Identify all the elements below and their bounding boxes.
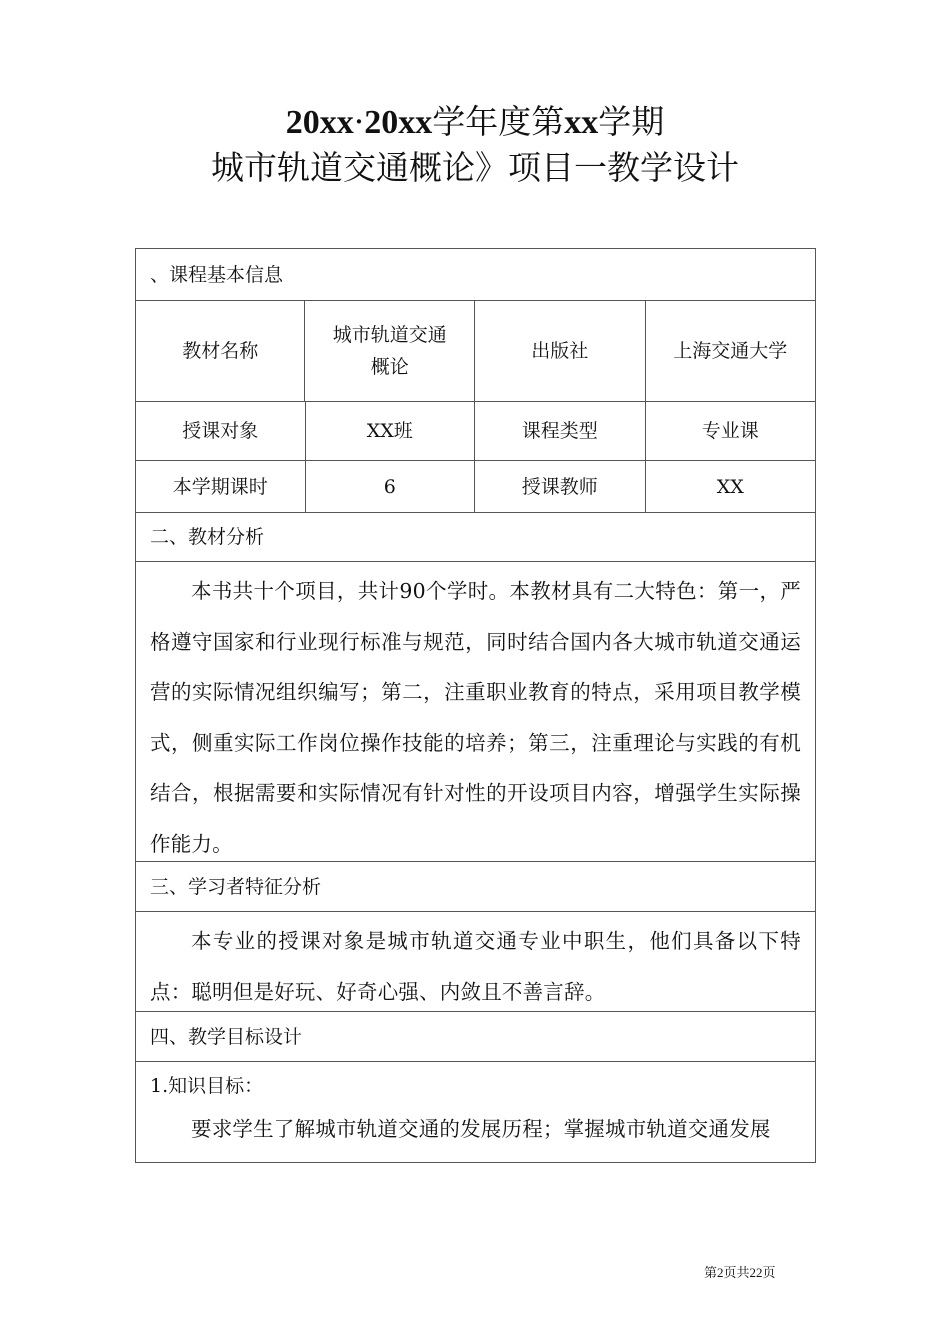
value-course-type: 专业课 [701, 420, 759, 442]
value-teacher: XX [716, 475, 744, 498]
section-header-basic-info: 、课程基本信息 [136, 249, 815, 301]
teaching-goals-body [136, 1062, 815, 1163]
title-mid: 学年度第 [432, 102, 565, 141]
page-number: 第2页共22页 [704, 1265, 776, 1280]
table-row [136, 402, 815, 461]
title-year-a: 20xx [285, 104, 354, 141]
value-semester-hours: 6 [306, 461, 476, 512]
title-end: 学期 [598, 102, 665, 141]
document-title-line1 [0, 100, 950, 145]
value-publisher: 上海交通大学 [673, 340, 788, 362]
document-title-line2: 城市轨道交通概论》项目一教学设计 [211, 148, 739, 187]
value-audience: XX班 [306, 402, 476, 460]
section-header-teaching-goals: 四、教学目标设计 [136, 1012, 815, 1062]
value-textbook-name: 城市轨道交通概论 [305, 301, 475, 401]
section-header-textbook-analysis: 二、教材分析 [136, 513, 815, 562]
label-textbook-name: 教材名称 [136, 301, 305, 401]
label-course-type: 课程类型 [475, 402, 646, 460]
label-audience: 授课对象 [136, 402, 306, 460]
label-semester-hours: 本学期课时 [136, 461, 306, 512]
knowledge-goal-text: 要求学生了解城市轨道交通的发展历程；掌握城市轨道交通发展 [191, 1117, 771, 1141]
section-header-learner-analysis: 三、学习者特征分析 [136, 862, 815, 912]
learner-analysis-body [136, 912, 815, 1012]
table-row [136, 461, 815, 513]
label-publisher: 出版社 [475, 301, 645, 401]
title-dot: · [353, 102, 365, 141]
title-term: xx [564, 104, 599, 141]
label-teacher: 授课教师 [475, 461, 646, 512]
knowledge-goal-label: 1.知识目标： [150, 1075, 264, 1097]
course-design-table [135, 248, 816, 1163]
table-row [136, 301, 815, 402]
title-year-b: 20xx [364, 104, 433, 141]
textbook-analysis-text: 本书共十个项目，共计90个学时。本教材具有二大特色：第一，严格遵守国家和行业现行标准与规范，同时结合国内各大城市轨道交通运营的实际情况组织编写；第二，注重职业教育的特点，采用项目教学模式，侧重实际工作岗位操作技能的培养；第三，注重理论与实践的有机结合，根据需要和实际情况有针对性的开设项目内容，增强学生实际操作能力。 [150, 579, 801, 856]
learner-analysis-text: 本专业的授课对象是城市轨道交通专业中职生，他们具备以下特点：聪明但是好玩、好奇心强、内敛且不善言辞。 [150, 929, 801, 1004]
textbook-analysis-body [136, 562, 815, 862]
